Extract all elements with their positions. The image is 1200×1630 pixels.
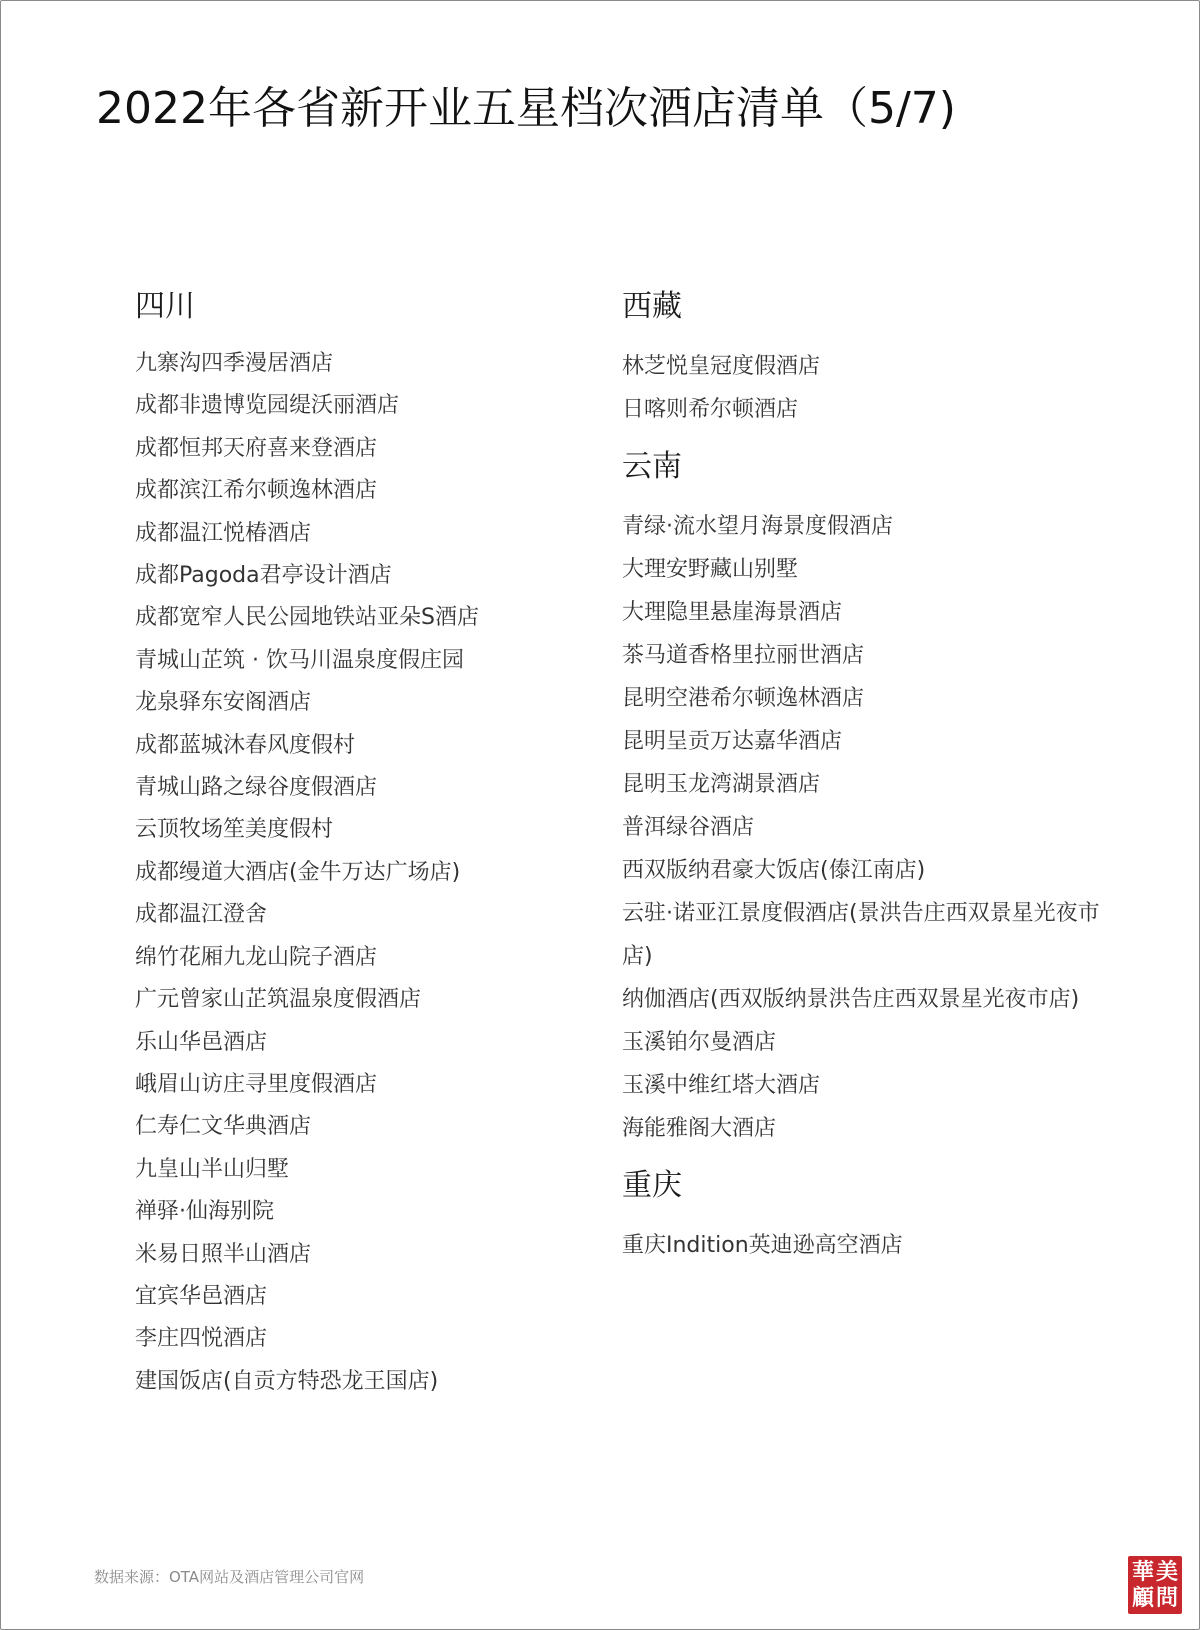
list-item: 玉溪中维红塔大酒店 [622,1073,821,1098]
hotel-list [622,1224,1122,1267]
list-item: 绵竹花厢九龙山院子酒店 [135,944,378,970]
list-item: 昆明玉龙湾湖景酒店 [622,772,821,797]
list-item: 云顶牧场笙美度假村 [135,817,334,843]
list-item: 九皇山半山归墅 [135,1156,290,1182]
section-xizang [622,285,1122,431]
list-item: 建国饭店(自贡方特恐龙王国店) [135,1368,439,1394]
section-sichuan [135,285,565,1403]
list-item: 重庆Indition英迪逊高空酒店 [622,1233,903,1258]
list-item: 成都滨江希尔顿逸林酒店 [135,478,378,504]
seal-char: 問 [1155,1585,1178,1611]
section-title: 西藏 [622,289,682,324]
list-item: 宜宾华邑酒店 [135,1283,268,1309]
left-column [135,285,565,1403]
section-yunnan [622,445,1122,1150]
list-item: 峨眉山访庄寻里度假酒店 [135,1071,378,1097]
list-item: 龙泉驿东安阁酒店 [135,690,312,716]
list-item: 乐山华邑酒店 [135,1029,268,1055]
seal-char: 顧 [1131,1585,1154,1611]
list-item: 昆明呈贡万达嘉华酒店 [622,729,843,754]
list-item: 玉溪铂尔曼酒店 [622,1030,777,1055]
list-item: 云驻·诺亚江景度假酒店(景洪告庄西双景星光夜市店) [622,901,1100,969]
list-item: 大理安野藏山别墅 [622,557,799,582]
list-item: 仁寿仁文华典酒店 [135,1114,312,1140]
hotel-list [135,343,565,1403]
section-chongqing [622,1164,1122,1267]
list-item: 青城山芷筑 · 饮马川温泉度假庄园 [135,647,464,673]
seal-char: 美 [1155,1559,1178,1585]
list-item: 成都非遗博览园缇沃丽酒店 [135,393,400,419]
page-title: 2022年各省新开业五星档次酒店清单（5/7) [96,83,956,134]
seal-char: 華 [1131,1559,1154,1585]
list-item: 纳伽酒店(西双版纳景洪告庄西双景星光夜市店) [622,987,1080,1012]
list-item: 大理隐里悬崖海景酒店 [622,600,843,625]
list-item: 成都缦道大酒店(金牛万达广场店) [135,859,461,885]
list-item: 昆明空港希尔顿逸林酒店 [622,686,865,711]
brand-seal-logo [1128,1556,1182,1614]
list-item: 九寨沟四季漫居酒店 [135,351,334,376]
list-item: 米易日照半山酒店 [135,1241,312,1267]
data-source-note: 数据来源：OTA网站及酒店管理公司官网 [94,1568,365,1586]
list-item: 青城山路之绿谷度假酒店 [135,775,378,801]
list-item: 成都温江悦椿酒店 [135,520,312,546]
list-item: 青绿·流水望月海景度假酒店 [622,514,893,539]
list-item: 成都Pagoda君亭设计酒店 [135,563,392,589]
section-title: 云南 [622,449,682,484]
list-item: 成都温江澄舍 [135,902,268,928]
list-item: 禅驿·仙海别院 [135,1199,274,1225]
list-item: 西双版纳君豪大饭店(傣江南店) [622,858,926,883]
list-item: 海能雅阁大酒店 [622,1116,777,1141]
list-item: 成都宽窄人民公园地铁站亚朵S酒店 [135,605,479,631]
section-title: 重庆 [622,1168,682,1203]
hotel-list [622,345,1122,431]
list-item: 日喀则希尔顿酒店 [622,397,799,422]
list-item: 成都蓝城沐春风度假村 [135,732,356,758]
right-column [622,285,1122,1281]
list-item: 普洱绿谷酒店 [622,815,755,840]
list-item: 茶马道香格里拉丽世酒店 [622,643,865,668]
list-item: 林芝悦皇冠度假酒店 [622,354,821,379]
section-title: 四川 [135,289,195,324]
hotel-list [622,505,1122,1150]
list-item: 李庄四悦酒店 [135,1326,268,1352]
list-item: 广元曾家山芷筑温泉度假酒店 [135,987,422,1013]
list-item: 成都恒邦天府喜来登酒店 [135,435,378,461]
